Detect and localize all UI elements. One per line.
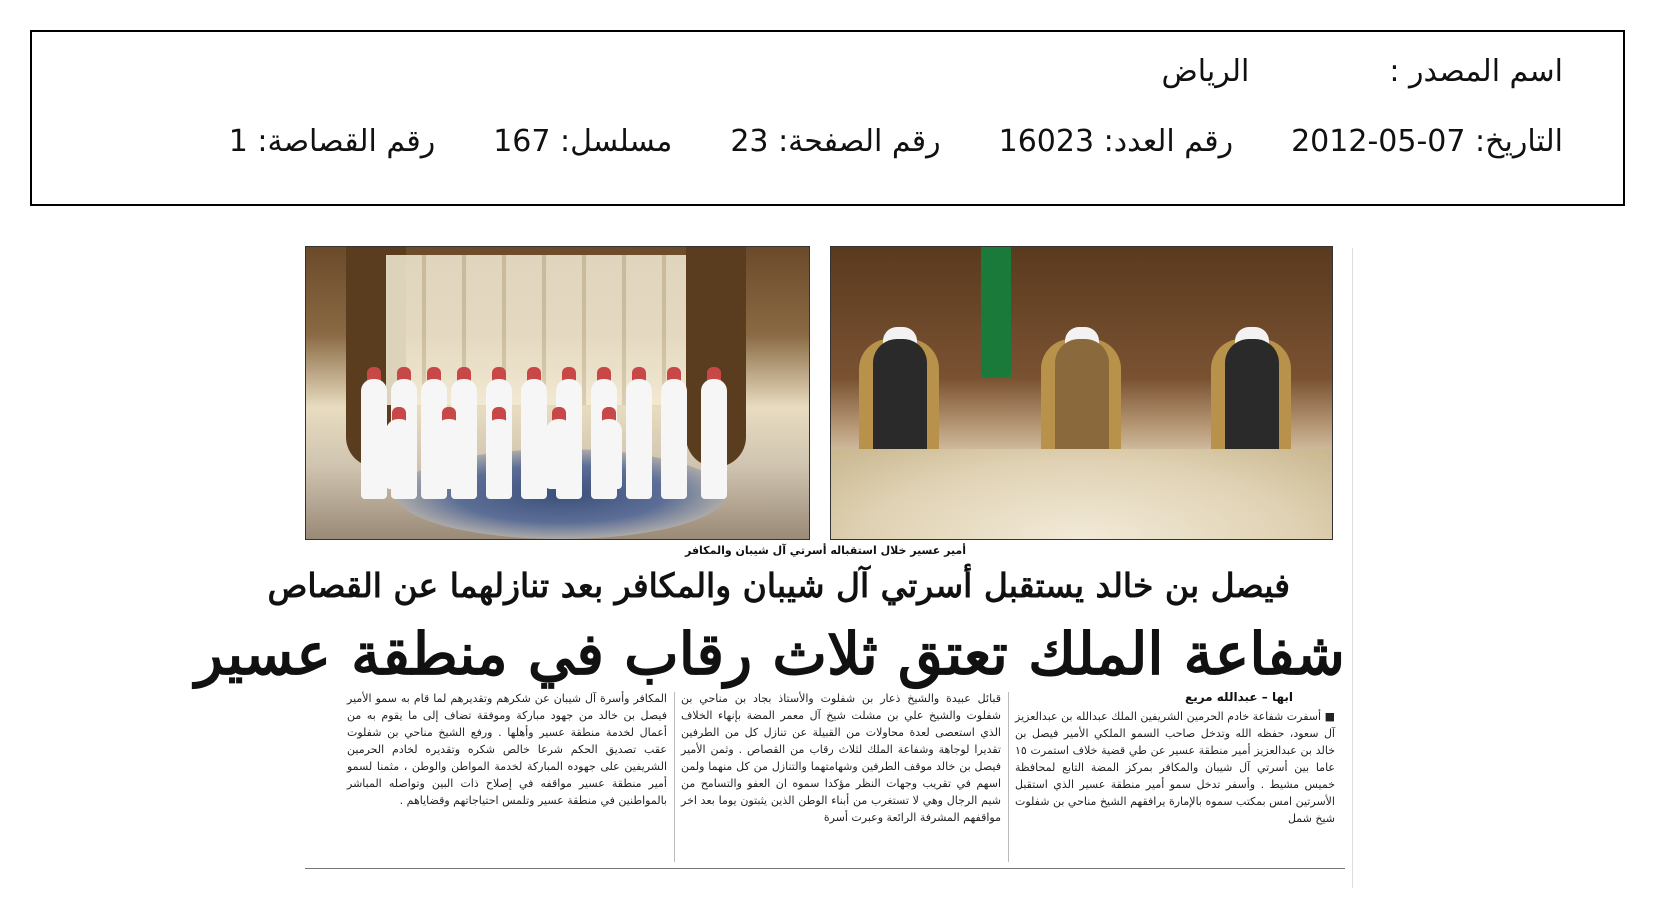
- article-headline: شفاعة الملك تعتق ثلاث رقاب في منطقة عسير: [195, 620, 1345, 688]
- standing-man: [701, 379, 727, 499]
- standing-man: [521, 379, 547, 499]
- clip-number-field: رقم القصاصة: 1: [228, 124, 436, 159]
- article-byline: ابها – عبدالله مريع: [1185, 690, 1293, 704]
- article-column: [347, 690, 667, 809]
- seated-man: [596, 419, 622, 489]
- standing-man: [661, 379, 687, 499]
- photo-formal-meeting: [830, 246, 1333, 540]
- article-column: [681, 690, 1001, 826]
- column-text: ■ أسفرت شفاعة خادم الحرمين الشريفين الملك عبدالله بن عبدالعزيز آل سعود، حفظه الله وتدخل صاحب السمو الملكي الأمير فيصل بن خالد بن عبدالعزيز أمير منطقة عسير عن طي قضية خلاف استمرت ١٥ عاما بين أسرتي آل شيبان والمكافر بمركز المضة التابع لمحافظة خميس مشيط . وأسفر تدخل سمو أمير منطقة عسير الذي استقبل الأسرتين امس بمكتب سموه بالإمارة يرافقهم الشيخ مناحي بن شفلوت شيخ شمل: [1015, 710, 1335, 825]
- date-field: التاريخ: 07-05-2012: [1291, 124, 1563, 159]
- bottom-rule: [305, 868, 1345, 869]
- clip-edge: [1352, 248, 1353, 888]
- source-value: الرياض: [1161, 54, 1250, 89]
- column-divider: [674, 692, 675, 862]
- flag: [981, 247, 1011, 377]
- photo-caption: أمير عسير خلال استقباله أسرتي آل شيبان والمكافر: [685, 544, 967, 557]
- newspaper-clipping: [195, 240, 1353, 890]
- source-label: اسم المصدر :: [1389, 54, 1563, 89]
- article-column: [1015, 708, 1335, 827]
- page-number-field: رقم الصفحة: 23: [730, 124, 941, 159]
- column-divider: [1008, 692, 1009, 862]
- seated-man: [386, 419, 412, 489]
- source-line: [1162, 54, 1563, 89]
- standing-man: [626, 379, 652, 499]
- patterned-carpet: [831, 449, 1332, 539]
- seated-man: [436, 419, 462, 489]
- seated-man: [546, 419, 572, 489]
- source-info-box: [30, 30, 1625, 206]
- column-text: قبائل عبيدة والشيخ ذعار بن شفلوت والأستاذ بجاد بن مناحي بن شفلوت والشيخ علي بن مشلت شيخ آل معمر المضة بإنهاء الخلاف الذي استعصى لعدة محاولات من القبيلة عن تنازل كل من الطرفين تقديرا لوجاهة وشفاعة الملك لثلاث رقاب من القصاص . وثمن الأمير فيصل بن خالد موقف الطرفين وشهامتهما والتنازل من كل منهما ولمن اسهم في تقريب وجهات النظر مؤكدا سموه ان العفو والتسامح من شيم الرجال وهي لا تستغرب من أبناء الوطن الذين يثبتون يوما بعد اخر مواقفهم المشرفة الرائعة وعبرت أسرة: [681, 692, 1001, 824]
- issue-number-field: رقم العدد: 16023: [998, 124, 1234, 159]
- issue-info-line: [229, 124, 1563, 159]
- standing-man: [361, 379, 387, 499]
- serial-field: مسلسل: 167: [493, 124, 673, 159]
- photo-group-reception: [305, 246, 810, 540]
- column-text: المكافر وأسرة آل شيبان عن شكرهم وتقديرهم لما قام به سمو الأمير فيصل بن خالد من جهود مباركة وموفقة تضاف إلى ما يقوم به من أعمال لخدمة منطقة عسير وأهلها . ورفع الشيخ مناحي بن شفلوت عقب تصديق الحكم شرعا خالص شكره وتقديره لخادم الحرمين الشريفين على جهوده المباركة لخدمة المواطن والوطن ، مثمنا لسمو أمير منطقة عسير مواقفه في إصلاح ذات البين وتواصله المباشر بالمواطنين في منطقة عسير وتلمس احتياجاتهم وقضاياهم .: [347, 692, 667, 807]
- article-subheadline: فيصل بن خالد يستقبل أسرتي آل شيبان والمكافر بعد تنازلهما عن القصاص: [267, 566, 1290, 605]
- seated-man: [486, 419, 512, 489]
